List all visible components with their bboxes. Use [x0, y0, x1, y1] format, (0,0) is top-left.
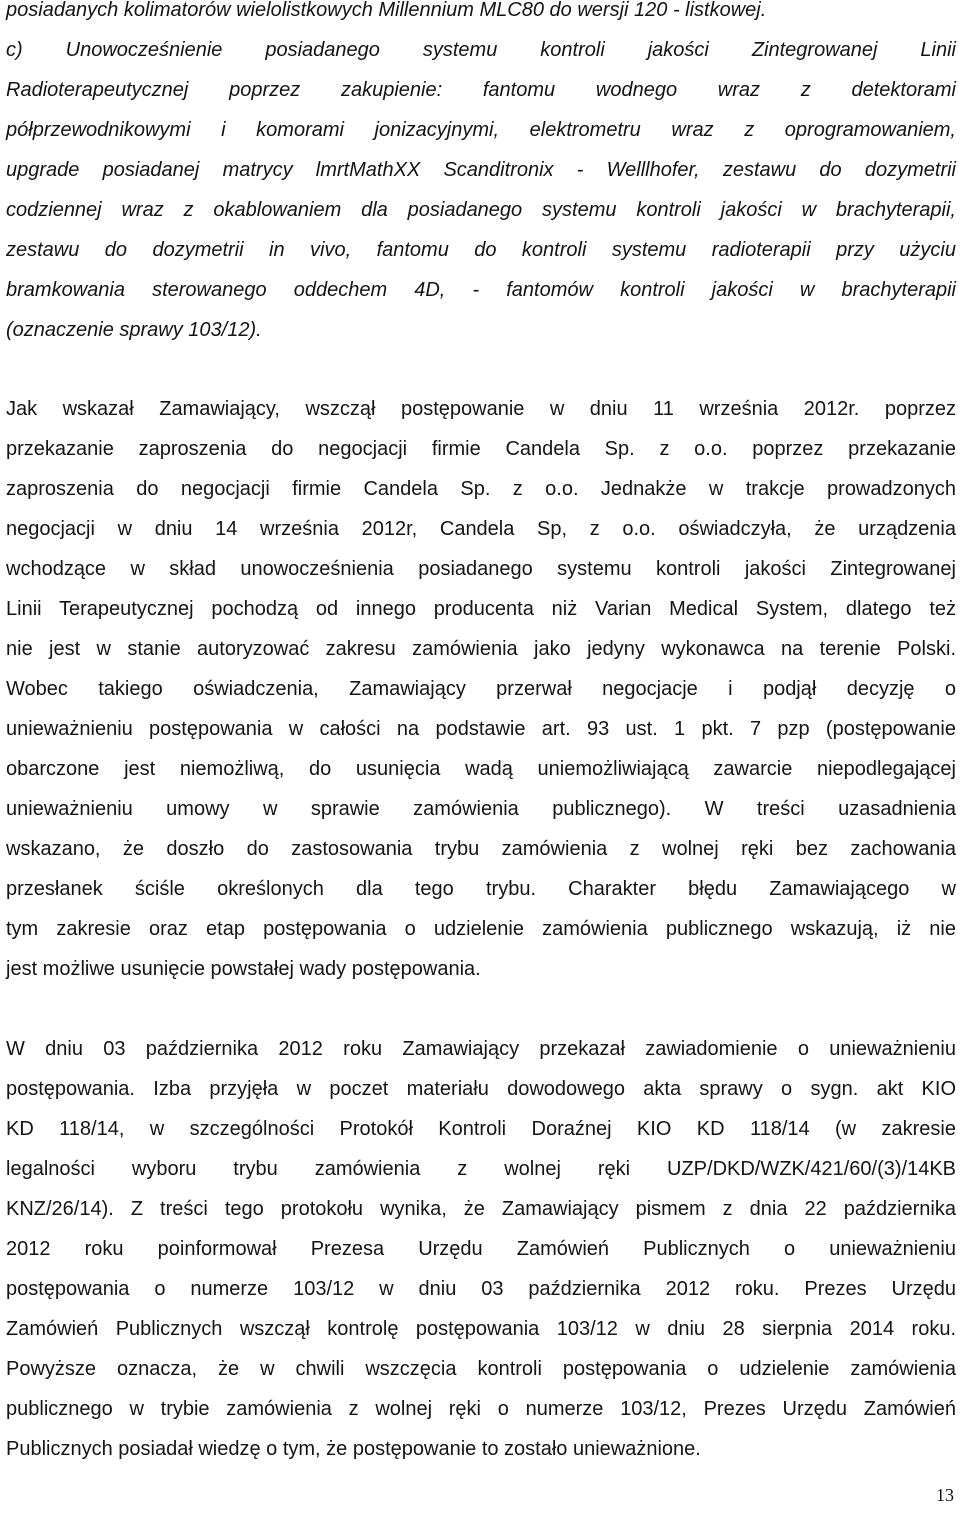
- text-line: Powyższe oznacza, że w chwili wszczęcia kontroli postępowania o udzielenie zamówienia: [6, 1358, 956, 1380]
- text-line: W dniu 03 października 2012 roku Zamawiający przekazał zawiadomienie o unieważnieniu: [6, 1038, 956, 1060]
- text-line: 2012 roku poinformował Prezesa Urzędu Zamówień Publicznych o unieważnieniu: [6, 1238, 956, 1260]
- text-line: codziennej wraz z okablowaniem dla posiadanego systemu kontroli jakości w brachyterapii,: [6, 199, 956, 221]
- text-line: zestawu do dozymetrii in vivo, fantomu do kontroli systemu radioterapii przy użyciu: [6, 239, 956, 261]
- text-line: zaproszenia do negocjacji firmie Candela Sp. z o.o. Jednakże w trakcje prowadzonych: [6, 478, 956, 500]
- text-line: obarczone jest niemożliwą, do usunięcia wadą uniemożliwiającą zawarcie niepodlegającej: [6, 758, 956, 780]
- text-line: KNZ/26/14). Z treści tego protokołu wynika, że Zamawiający pismem z dnia 22 października: [6, 1198, 956, 1220]
- text-line: Radioterapeutycznej poprzez zakupienie: fantomu wodnego wraz z detektorami: [6, 79, 956, 101]
- document-page: [6, 0, 956, 1469]
- text-line: wchodzące w skład unowocześnienia posiadanego systemu kontroli jakości Zintegrowanej: [6, 558, 956, 580]
- text-line: c) Unowocześnienie posiadanego systemu kontroli jakości Zintegrowanej Linii: [6, 39, 956, 61]
- text-line: jest możliwe usunięcie powstałej wady postępowania.: [6, 958, 481, 980]
- text-line: postępowania o numerze 103/12 w dniu 03 października 2012 roku. Prezes Urzędu: [6, 1278, 956, 1300]
- text-line: Wobec takiego oświadczenia, Zamawiający przerwał negocjacje i podjął decyzję o: [6, 678, 956, 700]
- text-line: (oznaczenie sprawy 103/12).: [6, 319, 262, 341]
- paragraph-2: [6, 389, 956, 989]
- text-line: postępowania. Izba przyjęła w poczet materiału dowodowego akta sprawy o sygn. akt KIO: [6, 1078, 956, 1100]
- page-number: 13: [936, 1485, 954, 1505]
- text-line: półprzewodnikowymi i komorami jonizacyjnymi, elektrometru wraz z oprogramowaniem,: [6, 119, 956, 141]
- text-line: legalności wyboru trybu zamówienia z wolnej ręki UZP/DKD/WZK/421/60/(3)/14KB: [6, 1158, 956, 1180]
- text-line: posiadanych kolimatorów wielolistkowych Millennium MLC80 do wersji 120 - listkowej.: [6, 0, 767, 21]
- text-line: Zamówień Publicznych wszczął kontrolę postępowania 103/12 w dniu 28 sierpnia 2014 roku.: [6, 1318, 956, 1340]
- text-line: tym zakresie oraz etap postępowania o udzielenie zamówienia publicznego wskazują, iż nie: [6, 918, 956, 940]
- text-line: KD 118/14, w szczególności Protokół Kontroli Doraźnej KIO KD 118/14 (w zakresie: [6, 1118, 956, 1140]
- text-line: Jak wskazał Zamawiający, wszczął postępowanie w dniu 11 września 2012r. poprzez: [6, 398, 956, 420]
- paragraph-3: [6, 1029, 956, 1469]
- text-line: Linii Terapeutycznej pochodzą od innego producenta niż Varian Medical System, dlatego też: [6, 598, 956, 620]
- paragraph-spacer: [6, 989, 956, 1029]
- text-line: przekazanie zaproszenia do negocjacji firmie Candela Sp. z o.o. poprzez przekazanie: [6, 438, 956, 460]
- text-line: unieważnieniu umowy w sprawie zamówienia publicznego). W treści uzasadnienia: [6, 798, 956, 820]
- text-line: negocjacji w dniu 14 września 2012r, Candela Sp, z o.o. oświadczyła, że urządzenia: [6, 518, 956, 540]
- text-line: publicznego w trybie zamówienia z wolnej ręki o numerze 103/12, Prezes Urzędu Zamówień: [6, 1398, 956, 1420]
- text-line: przesłanek ściśle określonych dla tego trybu. Charakter błędu Zamawiającego w: [6, 878, 956, 900]
- text-line: unieważnieniu postępowania w całości na podstawie art. 93 ust. 1 pkt. 7 pzp (postępowanie: [6, 718, 956, 740]
- paragraph-spacer: [6, 350, 956, 389]
- text-line: nie jest w stanie autoryzować zakresu zamówienia jako jedyny wykonawca na terenie Polski.: [6, 638, 956, 660]
- text-line: bramkowania sterowanego oddechem 4D, - fantomów kontroli jakości w brachyterapii: [6, 279, 956, 301]
- paragraph-1: [6, 0, 956, 350]
- text-line: Publicznych posiadał wiedzę o tym, że postępowanie to zostało unieważnione.: [6, 1438, 701, 1460]
- text-line: upgrade posiadanej matrycy lmrtMathXX Scanditronix - Welllhofer, zestawu do dozymetrii: [6, 159, 956, 181]
- text-line: wskazano, że doszło do zastosowania trybu zamówienia z wolnej ręki bez zachowania: [6, 838, 956, 860]
